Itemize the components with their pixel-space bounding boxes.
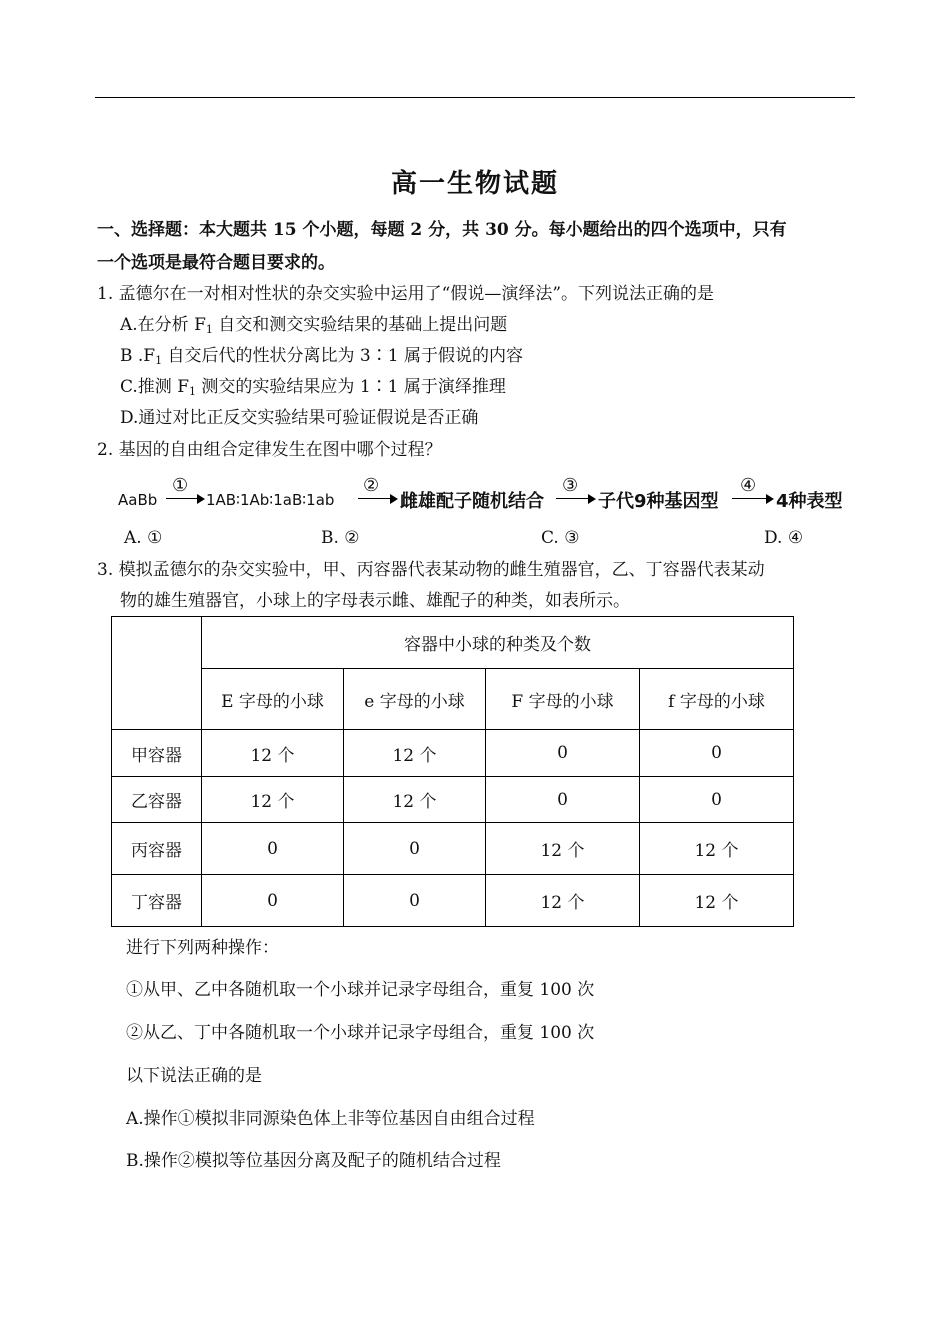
row-label: 丁容器 <box>112 875 202 927</box>
flow-fusion: 雌雄配子随机结合 <box>400 491 544 512</box>
table-cell: 12 个 <box>640 875 794 927</box>
table-cell: 12 个 <box>344 777 486 823</box>
table-cell: 12 个 <box>486 875 640 927</box>
flow-arrow-2 <box>358 498 396 499</box>
flow-step3-label: ③ <box>562 475 579 496</box>
q3-option-b: B.操作②模拟等位基因分离及配子的随机结合过程 <box>126 1151 501 1171</box>
table-cell: 0 <box>640 777 794 823</box>
q1-option-a: A.在分析 $F_1$ 自交和测交实验结果的基础上提出问题 <box>120 315 508 336</box>
header-rule <box>95 97 855 98</box>
col-header-E: E 字母的小球 <box>202 669 344 730</box>
section-heading-line2: 一个选项是最符合题目要求的。 <box>97 253 335 273</box>
col-header-f: f 字母的小球 <box>640 669 794 730</box>
q2-option-a: A. ① <box>124 528 163 548</box>
q3-option-a: A.操作①模拟非同源染色体上非等位基因自由组合过程 <box>126 1109 535 1129</box>
q2-option-c: C. ③ <box>541 528 580 548</box>
flow-arrow-3 <box>556 498 594 499</box>
row-label: 乙容器 <box>112 777 202 823</box>
flow-step2-label: ② <box>363 475 380 496</box>
col-header-e: e 字母的小球 <box>344 669 486 730</box>
table-cell: 0 <box>202 823 344 875</box>
row-label: 甲容器 <box>112 730 202 777</box>
section-heading-line1: 一、选择题：本大题共 15 个小题，每题 2 分，共 30 分。每小题给出的四个选项中，只有 <box>97 220 787 240</box>
table-cell: 0 <box>486 777 640 823</box>
flow-start: AaBb <box>118 491 158 509</box>
page-title: 高一生物试题 <box>390 169 559 199</box>
row-label: 丙容器 <box>112 823 202 875</box>
table-header: 容器中小球的种类及个数 <box>202 617 794 669</box>
q3-stem-line1: 3. 模拟孟德尔的杂交实验中，甲、丙容器代表某动物的雌生殖器官，乙、丁容器代表某动 <box>97 560 765 580</box>
q1-stem: 1. 孟德尔在一对相对性状的杂交实验中运用了“假说—演绎法”。下列说法正确的是 <box>97 284 715 304</box>
table-cell: 0 <box>344 875 486 927</box>
flow-genotypes: 子代9种基因型 <box>598 491 719 512</box>
table-row <box>112 730 794 777</box>
flow-step1-label: ① <box>172 475 189 496</box>
q3-operation-2: ②从乙、丁中各随机取一个小球并记录字母组合，重复 100 次 <box>126 1023 595 1043</box>
flow-arrow-4 <box>732 498 772 499</box>
table-cell: 0 <box>486 730 640 777</box>
q3-stem-line2: 物的雄生殖器官，小球上的字母表示雌、雄配子的种类，如表所示。 <box>120 591 630 611</box>
table-cell: 12 个 <box>202 777 344 823</box>
q1-option-c: C.推测 $F_1$ 测交的实验结果应为 1∶1 属于演绎推理 <box>120 377 506 398</box>
flow-phenotypes: 4种表型 <box>776 491 843 512</box>
table-cell: 0 <box>640 730 794 777</box>
table-row <box>112 823 794 875</box>
q3-operation-1: ①从甲、乙中各随机取一个小球并记录字母组合，重复 100 次 <box>126 980 595 1000</box>
table-row <box>112 875 794 927</box>
table-corner-cell <box>112 617 202 730</box>
table-cell: 12 个 <box>202 730 344 777</box>
q3-ask: 以下说法正确的是 <box>126 1066 262 1086</box>
table-cell: 12 个 <box>486 823 640 875</box>
table-cell: 12 个 <box>640 823 794 875</box>
table-cell: 0 <box>344 823 486 875</box>
q2-option-b: B. ② <box>321 528 360 548</box>
q2-option-d: D. ④ <box>764 528 804 548</box>
ball-count-table <box>111 616 794 927</box>
flow-step4-label: ④ <box>740 475 757 496</box>
col-header-F: F 字母的小球 <box>486 669 640 730</box>
flow-gametes: 1AB∶1Ab∶1aB∶1ab <box>206 491 335 509</box>
table-cell: 12 个 <box>344 730 486 777</box>
q1-option-b: B $.F_1$ 自交后代的性状分离比为 3∶1 属于假说的内容 <box>120 346 523 367</box>
q3-ops-intro: 进行下列两种操作： <box>126 938 279 958</box>
q2-stem: 2. 基因的自由组合定律发生在图中哪个过程？ <box>97 440 442 460</box>
q1-option-d: D.通过对比正反交实验结果可验证假说是否正确 <box>120 408 479 428</box>
table-cell: 0 <box>202 875 344 927</box>
table-row <box>112 777 794 823</box>
q2-flow-diagram <box>118 475 858 515</box>
flow-arrow-1 <box>166 498 203 499</box>
